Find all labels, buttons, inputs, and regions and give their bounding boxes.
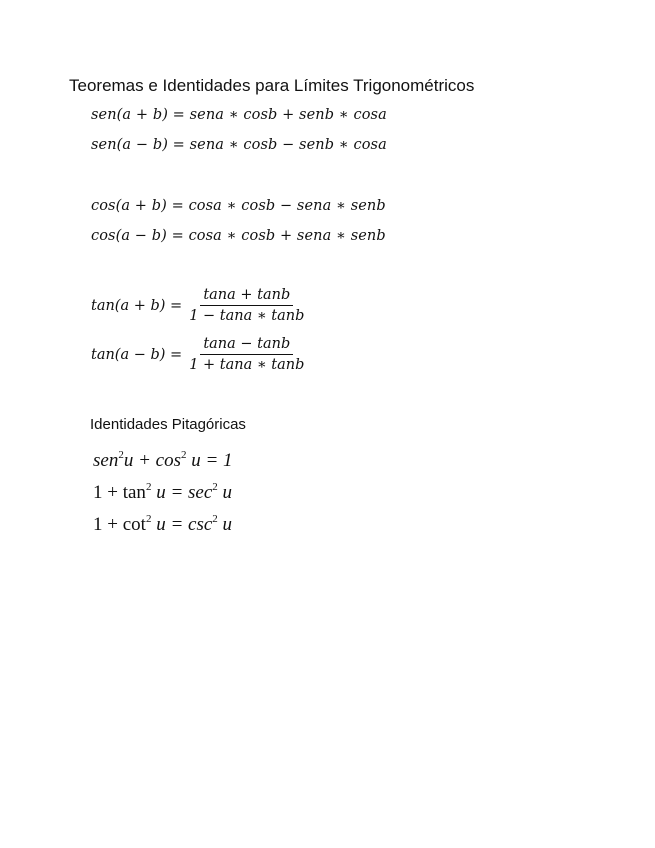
formula-sen-sum: sen(a + b) = sena ∗ cosb + senb ∗ cosa	[91, 107, 387, 123]
formula-cos-diff: cos(a − b) = cosa ∗ cosb + sena ∗ senb	[91, 228, 386, 244]
pyth-part: u = csc	[151, 514, 213, 535]
pyth-part: u + cos	[123, 450, 181, 471]
exponent: 2	[180, 449, 187, 461]
pythagorean-identity-1	[93, 450, 233, 472]
fraction	[186, 287, 307, 324]
exponent: 2	[212, 513, 218, 525]
fraction-denominator: 1 − tana ∗ tanb	[189, 308, 305, 324]
exponent: 2	[212, 481, 218, 493]
pythagorean-identity-2	[93, 482, 232, 504]
fraction-denominator: 1 + tana ∗ tanb	[189, 357, 305, 373]
pyth-part: 1 + tan	[93, 482, 146, 503]
fraction-numerator: tana + tanb	[200, 287, 293, 306]
pyth-part: sen	[93, 450, 119, 471]
pyth-part: u	[217, 514, 233, 535]
exponent: 2	[118, 449, 124, 461]
exponent: 2	[145, 481, 152, 493]
formula-cos-sum: cos(a + b) = cosa ∗ cosb − sena ∗ senb	[91, 198, 386, 214]
formula-sen-diff: sen(a − b) = sena ∗ cosb − senb ∗ cosa	[91, 137, 387, 153]
pythagorean-identity-3	[93, 514, 232, 536]
formula-tan-diff	[91, 336, 307, 373]
pyth-part: u = sec	[151, 482, 213, 503]
pyth-part: u = 1	[186, 450, 233, 471]
formula-lhs: tan(a − b) =	[91, 346, 183, 363]
formula-tan-sum	[91, 287, 307, 324]
exponent: 2	[145, 513, 152, 525]
fraction-numerator: tana − tanb	[200, 336, 293, 355]
pyth-part: u	[217, 482, 233, 503]
formula-lhs: tan(a + b) =	[91, 297, 183, 314]
pythagorean-title: Identidades Pitagóricas	[90, 416, 246, 433]
page-title: Teoremas e Identidades para Límites Trigonométricos	[69, 76, 475, 95]
pyth-part: 1 + cot	[93, 514, 146, 535]
fraction	[186, 336, 307, 373]
